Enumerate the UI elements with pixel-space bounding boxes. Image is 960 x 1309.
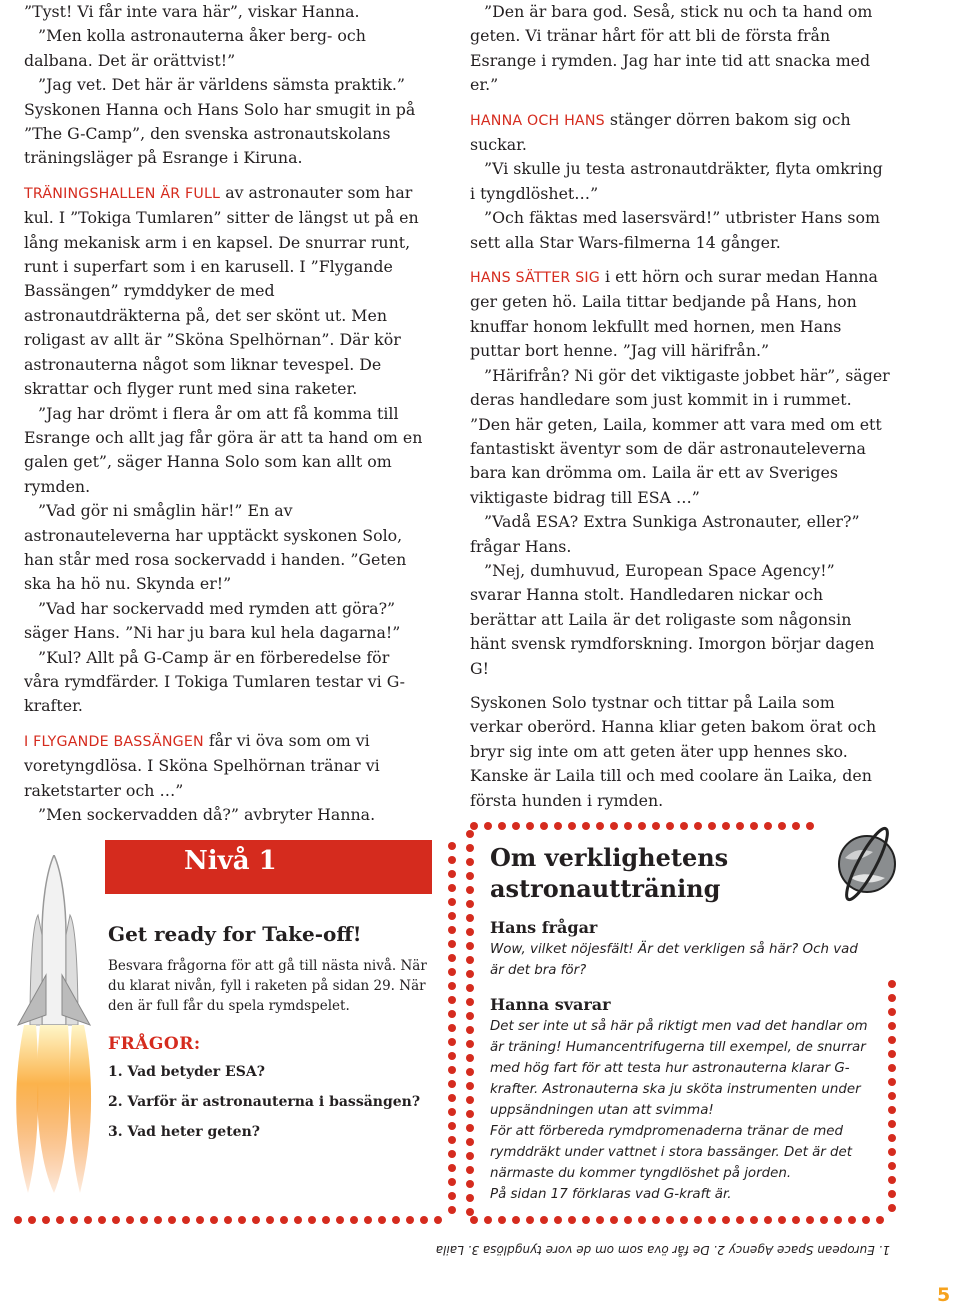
- dot: [722, 1216, 730, 1224]
- paragraph: I FLYGANDE BASSÄNGEN får vi öva som om vi voretyngdlösa. I Sköna Spelhörnan tränar vi raketstarter och …”: [24, 730, 380, 800]
- dot: [806, 1216, 814, 1224]
- dot: [322, 1216, 330, 1224]
- dot: [792, 1216, 800, 1224]
- dot: [56, 1216, 64, 1224]
- dot: [448, 1206, 456, 1214]
- dot: [888, 1106, 896, 1114]
- dot: [466, 1040, 474, 1048]
- answer-text: Det ser inte ut så här på riktigt men vad det handlar om är träning! Humancentrifugerna till exempel, de snurrar med hög fart för att testa hur astronauterna klarar G-krafter. Astronauterna ska ju sköta instrumenten under uppsändningen utan att svimma! För att förbereda rymdpromenaderna tränar de med rymddräkt under vattnet i stora bassänger. Det är det närmaste du kommer tyngdlöshet på jorden. På sidan 17 förklaras vad G-kraft är.: [490, 1019, 868, 1202]
- dot: [448, 1122, 456, 1130]
- dot: [448, 1038, 456, 1046]
- dot: [466, 970, 474, 978]
- dot: [540, 822, 548, 830]
- dot: [888, 994, 896, 1002]
- dot: [582, 822, 590, 830]
- dot: [112, 1216, 120, 1224]
- question-item: 2. Varför är astronauterna i bassängen?: [108, 1094, 421, 1110]
- lead-in: HANS SÄTTER SIG: [470, 270, 600, 287]
- dot: [466, 1026, 474, 1034]
- dot: [498, 822, 506, 830]
- dot: [666, 822, 674, 830]
- dot: [154, 1216, 162, 1224]
- upside-down-answers: 1. European Space Agency 2. De får öva som om de vore tyngdlösa 3. Laila: [435, 1243, 890, 1257]
- dot: [540, 1216, 548, 1224]
- dot: [484, 822, 492, 830]
- dot: [466, 858, 474, 866]
- paragraph: HANNA OCH HANS stänger dörren bakom sig och suckar.: [470, 109, 851, 155]
- level-title: Nivå 1: [184, 846, 277, 876]
- dot: [862, 1216, 870, 1224]
- dot: [888, 1078, 896, 1086]
- dot: [466, 1068, 474, 1076]
- dot: [350, 1216, 358, 1224]
- dot: [466, 1166, 474, 1174]
- dot: [448, 996, 456, 1004]
- level-instructions: Besvara frågorna för att gå till nästa nivå. När du klarat nivån, fyll i raketen på sidan 29. När den är full får du spela rymdspelet.: [108, 958, 427, 1014]
- dot: [722, 822, 730, 830]
- level-box-dotted-border: [448, 842, 456, 1214]
- dot: [448, 954, 456, 962]
- dot: [624, 1216, 632, 1224]
- dot: [512, 822, 520, 830]
- paragraph: ”Vadå ESA? Extra Sunkiga Astronauter, eller?” frågar Hans.: [470, 512, 860, 556]
- dot: [466, 1082, 474, 1090]
- rocket-icon: [10, 855, 100, 1195]
- dot: [888, 1148, 896, 1156]
- dot: [448, 1192, 456, 1200]
- level-box-dotted-border: [14, 1216, 442, 1224]
- lead-in: I FLYGANDE BASSÄNGEN: [24, 733, 204, 750]
- dot: [694, 1216, 702, 1224]
- dot: [466, 914, 474, 922]
- reality-box-dotted-border: [470, 822, 814, 830]
- paragraph: HANS SÄTTER SIG i ett hörn och surar medan Hanna ger geten hö. Laila tittar bedjande på Hans, hon knuffar honom lekfullt med hornen, men Hans puttar bort henne. ”Jag vill härifrån.”: [470, 267, 878, 361]
- paragraph: ”Jag vet. Det här är världens sämsta praktik.” Syskonen Hanna och Hans Solo har smugit in på ”The G-Camp”, den svenska astronautskolans träningsläger på Esrange i Kiruna.: [24, 75, 416, 168]
- dot: [596, 822, 604, 830]
- dot: [448, 1164, 456, 1172]
- dot: [28, 1216, 36, 1224]
- answer-heading: Hanna svarar: [490, 995, 611, 1014]
- dot: [638, 822, 646, 830]
- dot: [466, 1054, 474, 1062]
- dot: [266, 1216, 274, 1224]
- dot: [736, 822, 744, 830]
- dot: [448, 856, 456, 864]
- dot: [888, 1050, 896, 1058]
- dot: [466, 928, 474, 936]
- dot: [98, 1216, 106, 1224]
- dot: [764, 822, 772, 830]
- dot: [448, 1024, 456, 1032]
- dot: [448, 1108, 456, 1116]
- dot: [196, 1216, 204, 1224]
- dot: [238, 1216, 246, 1224]
- dot: [792, 822, 800, 830]
- dot: [466, 872, 474, 880]
- dot: [466, 844, 474, 852]
- dot: [448, 1094, 456, 1102]
- dot: [126, 1216, 134, 1224]
- dot: [448, 926, 456, 934]
- paragraph: Syskonen Solo tystnar och tittar på Laila som verkar oberörd. Hanna kliar geten bakom örat och bryr sig inte om att geten äter upp hennes sko. Kanske är Laila till och med coolare än Laika, den första hunden i rymden.: [470, 692, 877, 810]
- dot: [466, 1208, 474, 1216]
- reality-box: [490, 842, 870, 1205]
- question-text: Wow, vilket nöjesfält! Är det verkligen så här? Och vad är det bra för?: [490, 942, 858, 978]
- question-heading: Hans frågar: [490, 918, 598, 937]
- dot: [182, 1216, 190, 1224]
- lead-in: TRÄNINGSHALLEN ÄR FULL: [24, 185, 221, 202]
- dot: [466, 942, 474, 950]
- dot: [526, 822, 534, 830]
- dot: [596, 1216, 604, 1224]
- dot: [392, 1216, 400, 1224]
- dot: [308, 1216, 316, 1224]
- dot: [448, 1178, 456, 1186]
- dot: [448, 898, 456, 906]
- dot: [708, 822, 716, 830]
- reality-box-dotted-border: [470, 1216, 884, 1224]
- dot: [888, 1120, 896, 1128]
- paragraph: ”Kul? Allt på G-Camp är en förberedelse för våra rymdfärder. I Tokiga Tumlaren testar vi G-krafter.: [24, 647, 405, 716]
- dot: [466, 830, 474, 838]
- dot: [750, 822, 758, 830]
- dot: [84, 1216, 92, 1224]
- dot: [708, 1216, 716, 1224]
- reality-box-dotted-border: [888, 980, 896, 1212]
- dot: [448, 912, 456, 920]
- dot: [694, 822, 702, 830]
- dot: [512, 1216, 520, 1224]
- dot: [364, 1216, 372, 1224]
- paragraph: ”Jag har drömt i flera år om att få komma till Esrange och allt jag får göra är att ta hand om en galen get”, säger Hanna Solo som kan allt om rymden.: [24, 403, 423, 496]
- lead-in: HANNA OCH HANS: [470, 112, 605, 129]
- dot: [484, 1216, 492, 1224]
- dot: [736, 1216, 744, 1224]
- dot: [406, 1216, 414, 1224]
- dot: [470, 822, 478, 830]
- dot: [420, 1216, 428, 1224]
- get-ready-box: [108, 922, 448, 1154]
- page-number: 5: [937, 1284, 951, 1306]
- dot: [652, 1216, 660, 1224]
- dot: [378, 1216, 386, 1224]
- dot: [582, 1216, 590, 1224]
- dot: [888, 1204, 896, 1212]
- dot: [448, 940, 456, 948]
- dot: [680, 822, 688, 830]
- dot: [466, 1096, 474, 1104]
- dot: [888, 1162, 896, 1170]
- paragraph: ”Men sockervadden då?” avbryter Hanna.: [38, 805, 376, 824]
- paragraph: ”Den är bara god. Seså, stick nu och ta hand om geten. Vi tränar hårt för att bli de första från Esrange i rymden. Jag har inte tid att snacka med er.”: [470, 2, 873, 95]
- dot: [888, 1092, 896, 1100]
- paragraph: ”Härifrån? Ni gör det viktigaste jobbet här”, säger deras handledare som just kommit in i rummet. ”Den här geten, Laila, kommer att vara med om ett fantastiskt äventyr som de där astronauteleverna bara kan drömma om. Laila är ett av Sveriges viktigaste bidrag till ESA …”: [470, 365, 890, 507]
- dot: [888, 1022, 896, 1030]
- dot: [140, 1216, 148, 1224]
- dot: [834, 1216, 842, 1224]
- dot: [448, 1080, 456, 1088]
- dot: [448, 982, 456, 990]
- get-ready-heading: Get ready for Take-off!: [108, 922, 362, 946]
- dot: [778, 1216, 786, 1224]
- questions-heading: FRÅGOR:: [108, 1034, 201, 1054]
- paragraph: ”Vad har sockervadd med rymden att göra?” säger Hans. ”Ni har ju bara kul hela dagarna!”: [24, 598, 401, 643]
- dot: [680, 1216, 688, 1224]
- dot: [554, 822, 562, 830]
- dot: [876, 1216, 884, 1224]
- dot: [224, 1216, 232, 1224]
- dot: [666, 1216, 674, 1224]
- dot: [652, 822, 660, 830]
- dot: [610, 1216, 618, 1224]
- dot: [888, 1008, 896, 1016]
- dot: [42, 1216, 50, 1224]
- question-item: 3. Vad heter geten?: [108, 1124, 260, 1140]
- dot: [526, 1216, 534, 1224]
- dot: [610, 822, 618, 830]
- story-column-left: [24, 0, 424, 827]
- dot: [466, 1194, 474, 1202]
- paragraph: ”Och fäktas med lasersvärd!” utbrister Hans som sett alla Star Wars-filmerna 14 gånger.: [470, 208, 881, 252]
- dot: [568, 822, 576, 830]
- dot: [448, 1150, 456, 1158]
- dot: [466, 1138, 474, 1146]
- paragraph: ”Vi skulle ju testa astronautdräkter, flyta omkring i tyngdlöshet…”: [470, 159, 883, 203]
- dot: [764, 1216, 772, 1224]
- paragraph: ”Tyst! Vi får inte vara här”, viskar Hanna.: [24, 2, 360, 21]
- dot: [638, 1216, 646, 1224]
- dot: [888, 980, 896, 988]
- dot: [466, 956, 474, 964]
- dot: [14, 1216, 22, 1224]
- dot: [210, 1216, 218, 1224]
- dot: [466, 1152, 474, 1160]
- dot: [434, 1216, 442, 1224]
- dot: [466, 1180, 474, 1188]
- dot: [448, 1052, 456, 1060]
- dot: [448, 842, 456, 850]
- paragraph: ”Vad gör ni småglin här!” En av astronauteleverna har upptäckt syskonen Solo, han står med rosa sockervadd i handen. ”Geten ska ha hö nu. Skynda er!”: [24, 501, 407, 594]
- story-column-right: [470, 0, 890, 813]
- reality-title: Om verklighetens astronautträning: [490, 843, 729, 903]
- dot: [848, 1216, 856, 1224]
- dot: [466, 900, 474, 908]
- dot: [820, 1216, 828, 1224]
- dot: [448, 884, 456, 892]
- dot: [750, 1216, 758, 1224]
- dot: [448, 1066, 456, 1074]
- dot: [70, 1216, 78, 1224]
- dot: [466, 984, 474, 992]
- dot: [466, 1012, 474, 1020]
- dot: [336, 1216, 344, 1224]
- paragraph: ”Men kolla astronauterna åker berg- och dalbana. Det är orättvist!”: [24, 26, 366, 70]
- dot: [168, 1216, 176, 1224]
- dot: [624, 822, 632, 830]
- dot: [448, 968, 456, 976]
- dot: [888, 1036, 896, 1044]
- dot: [888, 1176, 896, 1184]
- dot: [554, 1216, 562, 1224]
- reality-box-dotted-border: [466, 830, 474, 1216]
- dot: [448, 870, 456, 878]
- dot: [466, 1110, 474, 1118]
- dot: [498, 1216, 506, 1224]
- dot: [888, 1190, 896, 1198]
- dot: [466, 998, 474, 1006]
- dot: [466, 1124, 474, 1132]
- dot: [280, 1216, 288, 1224]
- dot: [888, 1064, 896, 1072]
- dot: [448, 1136, 456, 1144]
- dot: [470, 1216, 478, 1224]
- dot: [252, 1216, 260, 1224]
- paragraph: ”Nej, dumhuvud, European Space Agency!” svarar Hanna stolt. Handledaren nickar och berättar att Laila är det roligaste som någonsin hänt svensk rymdforskning. Imorgon börjar dagen G!: [470, 560, 875, 678]
- dot: [294, 1216, 302, 1224]
- dot: [448, 1010, 456, 1018]
- dot: [888, 1134, 896, 1142]
- dot: [778, 822, 786, 830]
- dot: [466, 886, 474, 894]
- dot: [806, 822, 814, 830]
- dot: [568, 1216, 576, 1224]
- question-item: 1. Vad betyder ESA?: [108, 1064, 265, 1080]
- paragraph: TRÄNINGSHALLEN ÄR FULL av astronauter som har kul. I ”Tokiga Tumlaren” sitter de längst ut på en lång mekanisk arm i en kapsel. De snurrar runt, runt i superfart som i en karusell. I ”Flygande Bassängen” rymddyker de med astronautdräkterna på, det ser skönt ut. Men roligast av allt är ”Sköna Spelhörnan”. Där kör astronauterna något som liknar tevespel. De skrattar och flyger runt med sina raketer.: [24, 182, 419, 399]
